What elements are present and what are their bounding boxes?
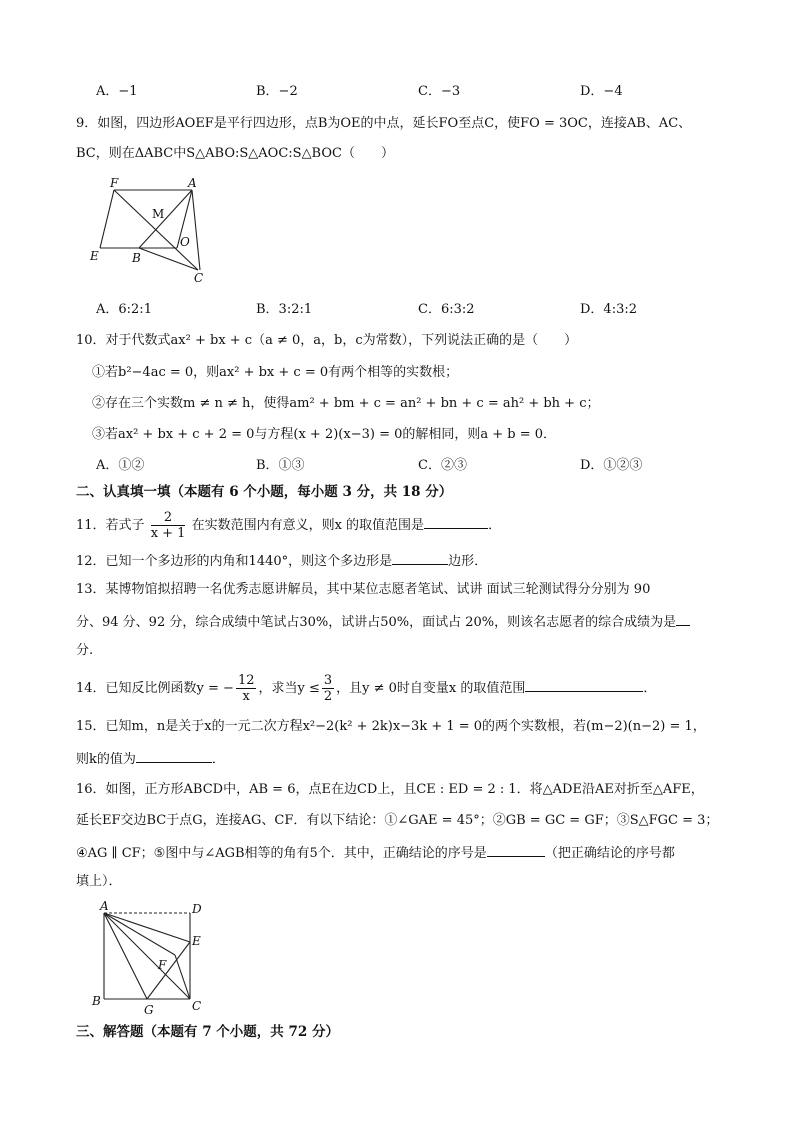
q15-line2 (76, 748, 225, 770)
q8-option-d: D．−4 (580, 84, 623, 99)
q9-stem-line1: 9．如图，四边形AOEF是平行四边形，点B为OE的中点，延长FO至点C，使FO = 3OC，连接AB、AC、 (76, 116, 692, 131)
q13-line1: 13．某博物馆拟招聘一名优秀志愿讲解员，其中某位志愿者笔试、试讲 面试三轮测试得分分别为 90 (76, 582, 651, 597)
q14-denominator-1: x (242, 689, 250, 704)
q9-stem-line2: BC，则在ΔABC中S△ABO:S△AOC:S△BOC（ ） (76, 146, 394, 161)
q16-label-d: D (192, 902, 202, 916)
q10-option-b: B．①③ (256, 458, 305, 473)
q9-option-d: D．4:3:2 (580, 302, 637, 317)
q11-post: 在实数范围内有意义，则x 的取值范围是 (191, 518, 425, 533)
q10-statement-3: ③若ax² + bx + c + 2 = 0与方程(x + 2)(x−3) = 0的解相同，则a + b = 0． (92, 427, 557, 442)
q11-answer-blank[interactable] (424, 514, 488, 529)
q16-label-f: F (158, 958, 167, 972)
q8-option-b: B．−2 (256, 84, 298, 99)
q16-label-g: G (144, 1003, 154, 1017)
q14-numerator-2: 3 (323, 673, 333, 688)
q10-stem: 10．对于代数式ax² + bx + c（a ≠ 0，a，b，c为常数），下列说法正确的是（ ） (76, 333, 578, 348)
q12-end: 边形． (448, 554, 488, 569)
q14-denominator-2: 2 (323, 689, 333, 704)
q16-line2: 延长EF交边BC于点G，连接AG、CF．有以下结论：①∠GAE = 45°；②GB = GC = GF；③S△FGC = 3； (76, 813, 719, 828)
q9-label-b: B (132, 251, 141, 265)
q14-fraction-2 (322, 673, 334, 704)
q14-mid: ，求当y ≤ (258, 681, 320, 696)
q16-label-a: A (100, 899, 109, 913)
q9-label-f: F (110, 178, 119, 190)
q11 (76, 510, 501, 541)
q14-answer-blank[interactable] (525, 677, 643, 692)
q16-label-c: C (192, 999, 202, 1013)
q14-end: ． (643, 681, 657, 696)
q9-label-a: A (188, 178, 197, 190)
q9-option-b: B．3:2:1 (256, 302, 313, 317)
q15-line2-pre: 则k的值为 (76, 752, 136, 767)
q13-line2-text: 分、94 分、92 分，综合成绩中笔试占30%，试讲占50%，面试占 20%，则该名志愿者的综合成绩为是 (76, 615, 677, 630)
q14 (76, 672, 656, 706)
q15-line1: 15．已知m，n是关于x的一元二次方程x²−2(k² + 2k)x−3k + 1 = 0的两个实数根，若(m−2)(n−2) = 1， (76, 719, 706, 734)
q10-statement-2: ②存在三个实数m ≠ n ≠ h，使得am² + bm + c = an² + bn + c = ah² + bh + c； (92, 396, 600, 411)
q11-numerator: 2 (151, 510, 186, 526)
section-3-heading: 三、解答题（本题有 7 个小题，共 72 分） (76, 1024, 339, 1040)
q9-label-o: O (180, 235, 190, 249)
q13-line2 (76, 611, 690, 633)
q16-answer-blank[interactable] (487, 842, 545, 857)
q16-line3-pre: ④AG ∥ CF；⑤图中与∠AGB相等的角有5个．其中，正确结论的序号是 (76, 846, 487, 861)
q10-option-a: A．①② (96, 458, 145, 473)
q16-line1: 16．如图，正方形ABCD中，AB = 6，点E在边CD上，且CE : ED = 2 : 1．将△ADE沿AE对折至△AFE， (76, 782, 704, 797)
q10-option-d: D．①②③ (580, 458, 643, 473)
q16-label-b: B (92, 994, 101, 1008)
q13-answer-blank[interactable] (676, 611, 690, 626)
q16-figure (88, 898, 212, 1020)
q16-line4: 填上）． (76, 874, 122, 889)
q9-label-m: M (152, 207, 165, 221)
q9-label-e: E (90, 249, 99, 263)
q8-option-c: C．−3 (418, 84, 461, 99)
q13-line3: 分. (76, 643, 94, 658)
q10-option-c: C．②③ (418, 458, 467, 473)
section-2-heading: 二、认真填一填（本题有 6 个小题，每小题 3 分，共 18 分） (76, 484, 453, 500)
q16-line3 (76, 842, 675, 864)
q11-pre: 11．若式子 (76, 518, 145, 533)
q11-fraction (151, 510, 186, 541)
q14-post: ，且y ≠ 0时自变量x 的取值范围 (336, 681, 526, 696)
q9-figure (88, 178, 218, 284)
q12-pre: 12．已知一个多边形的内角和1440°，则这个多边形是 (76, 554, 393, 569)
q10-statement-1: ①若b²−4ac = 0，则ax² + bx + c = 0有两个相等的实数根； (92, 365, 459, 380)
q14-fraction-1 (236, 673, 257, 704)
q16-line3-post: （把正确结论的序号都 (544, 846, 675, 861)
q9-label-c: C (194, 271, 204, 284)
q12 (76, 550, 487, 572)
q14-pre: 14．已知反比例函数y = − (76, 681, 234, 696)
q15-answer-blank[interactable] (136, 748, 212, 763)
q8-option-a: A．−1 (96, 84, 138, 99)
q9-option-c: C．6:3:2 (418, 302, 475, 317)
q16-label-e: E (192, 934, 201, 948)
q15-line2-end: ． (211, 752, 225, 767)
q12-answer-blank[interactable] (392, 550, 448, 565)
q11-end: ． (488, 518, 502, 533)
q11-denominator: x + 1 (150, 526, 186, 541)
q14-numerator-1: 12 (237, 673, 255, 688)
q9-option-a: A．6:2:1 (96, 302, 152, 317)
